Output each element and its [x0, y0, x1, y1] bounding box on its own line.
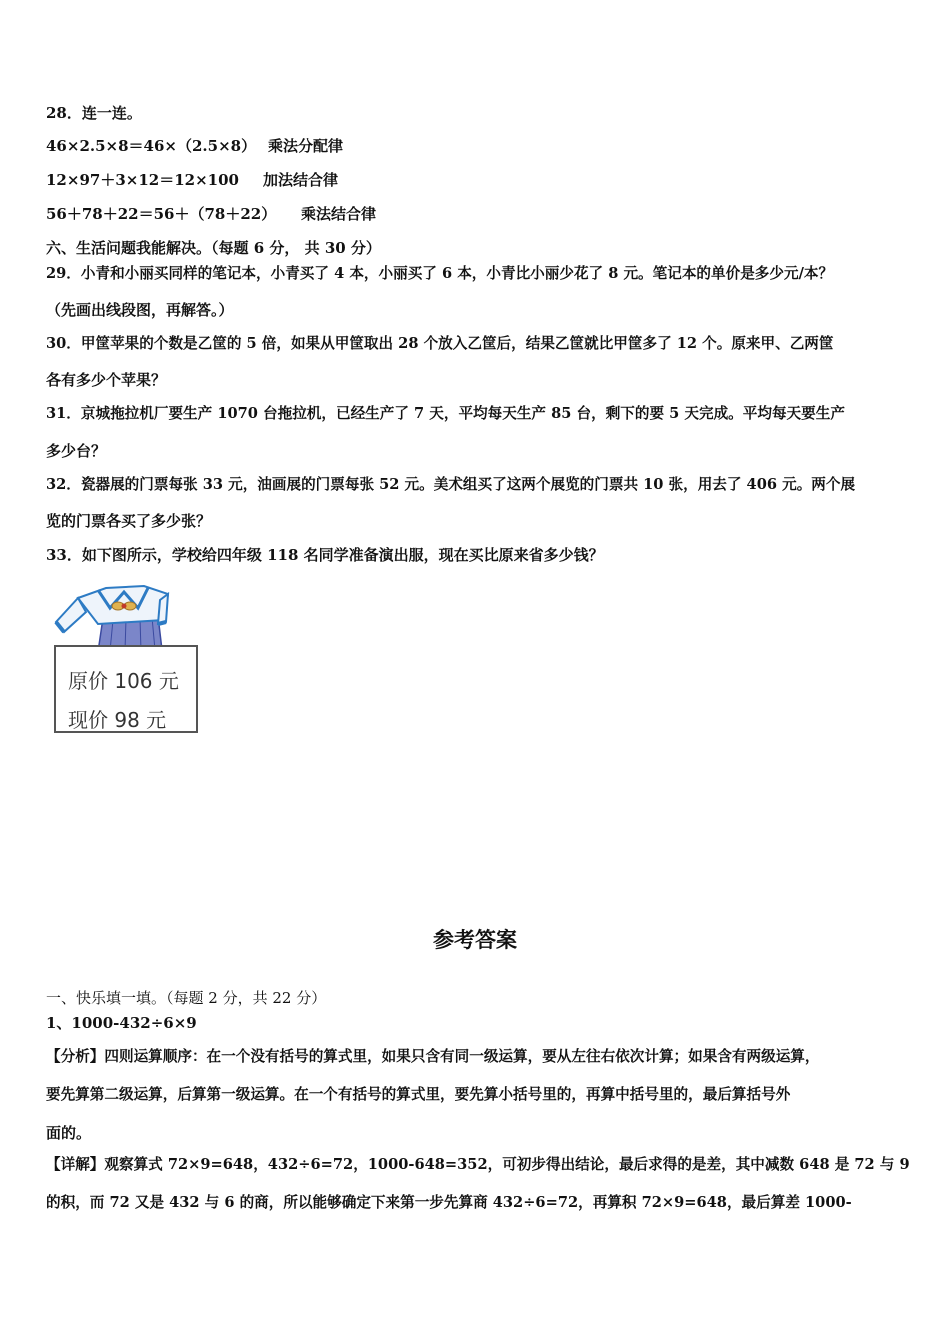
q31-line-1: 31．京城拖拉机厂要生产 1070 台拖拉机，已经生产了 7 天，平均每天生产 85 台，剩下的要 5 天完成。平均每天要生产 — [46, 405, 845, 422]
q28-expression-2: 12×97＋3×12＝12×100 — [46, 171, 239, 189]
detail-line-1: 【详解】观察算式 72×9=648，432÷6=72，1000-648=352，可初步得出结论，最后求得的是差，其中减数 648 是 72 与 9 — [46, 1156, 910, 1173]
original-price: 原价 106 元 — [68, 669, 179, 693]
q28-expression-1: 46×2.5×8＝46×（2.5×8） — [46, 137, 257, 155]
q33-line-1: 33．如下图所示，学校给四年级 118 名同学准备演出服，现在买比原来省多少钱？ — [46, 546, 604, 564]
analysis-line-2: 要先算第二级运算，后算第一级运算。在一个有括号的算式里，要先算小括号里的，再算中括号里的，最后算括号外 — [46, 1086, 791, 1103]
answer-1: 1、1000-432÷6×9 — [46, 1014, 197, 1032]
section-6-heading: 六、生活问题我能解决。（每题 6 分， 共 30 分） — [46, 239, 381, 257]
q30-line-2: 各有多少个苹果？ — [46, 371, 167, 389]
q28-expression-3: 56＋78＋22＝56＋（78＋22） — [46, 205, 277, 223]
detail-line-2: 的积，而 72 又是 432 与 6 的商，所以能够确定下来第一步先算商 432÷6=72，再算积 72×9=648，最后算差 1000- — [46, 1194, 852, 1211]
analysis-line-3: 面的。 — [46, 1124, 92, 1142]
analysis-line-1: 【分析】四则运算顺序：在一个没有括号的算式里，如果只含有同一级运算，要从左往右依次计算；如果含有两级运算， — [46, 1048, 820, 1065]
price-box — [54, 645, 198, 733]
current-price: 现价 98 元 — [68, 708, 167, 732]
q28-law-2: 加法结合律 — [263, 171, 339, 189]
q29-line-2: （先画出线段图，再解答。） — [46, 301, 234, 319]
q28-title: 28．连一连。 — [46, 104, 142, 122]
q29-line-1: 29．小青和小丽买同样的笔记本，小青买了 4 本，小丽买了 6 本，小青比小丽少花了 8 元。笔记本的单价是多少元/本？ — [46, 265, 834, 282]
q32-line-1: 32．瓷器展的门票每张 33 元，油画展的门票每张 52 元。美术组买了这两个展览的门票共 10 张，用去了 406 元。两个展 — [46, 476, 856, 493]
q32-line-2: 览的门票各买了多少张？ — [46, 512, 212, 530]
answers-section-1-heading: 一、快乐填一填。（每题 2 分，共 22 分） — [46, 989, 327, 1007]
q28-law-3: 乘法结合律 — [301, 205, 377, 223]
answers-title: 参考答案 — [433, 927, 517, 952]
q30-line-1: 30．甲筐苹果的个数是乙筐的 5 倍，如果从甲筐取出 28 个放入乙筐后，结果乙筐就比甲筐多了 12 个。原来甲、乙两筐 — [46, 335, 834, 352]
q31-line-2: 多少台？ — [46, 442, 107, 460]
q28-law-1: 乘法分配律 — [268, 137, 344, 155]
